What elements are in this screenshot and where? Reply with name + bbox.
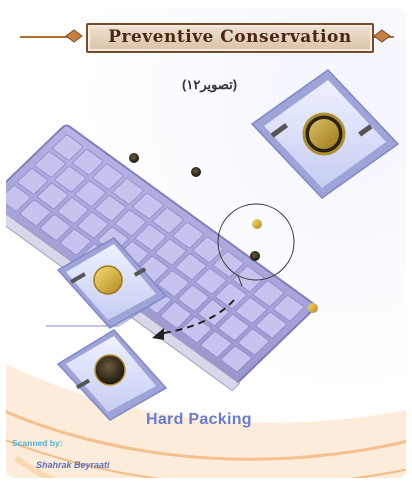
enlarged-coin-card-lower xyxy=(58,330,166,420)
tray-coin-1 xyxy=(129,153,139,163)
tray-coin-2 xyxy=(191,167,201,177)
page-title: Preventive Conservation xyxy=(108,27,352,47)
poster-frame xyxy=(6,8,406,478)
tray-coin-5 xyxy=(308,303,318,313)
credit-name: Shahrak Beyraati xyxy=(36,460,110,470)
credit-scanned-by: Scanned by: xyxy=(12,438,63,448)
caption-hard-packing: Hard Packing xyxy=(146,411,252,428)
hard-packing-diagram xyxy=(6,8,406,478)
figure-label: (تصویر۱۲) xyxy=(182,77,238,92)
tray-coin-4 xyxy=(250,251,260,261)
enlarged-coin-card-top xyxy=(252,70,398,198)
storage-tray xyxy=(6,123,318,391)
tray-coin-3 xyxy=(252,219,262,229)
